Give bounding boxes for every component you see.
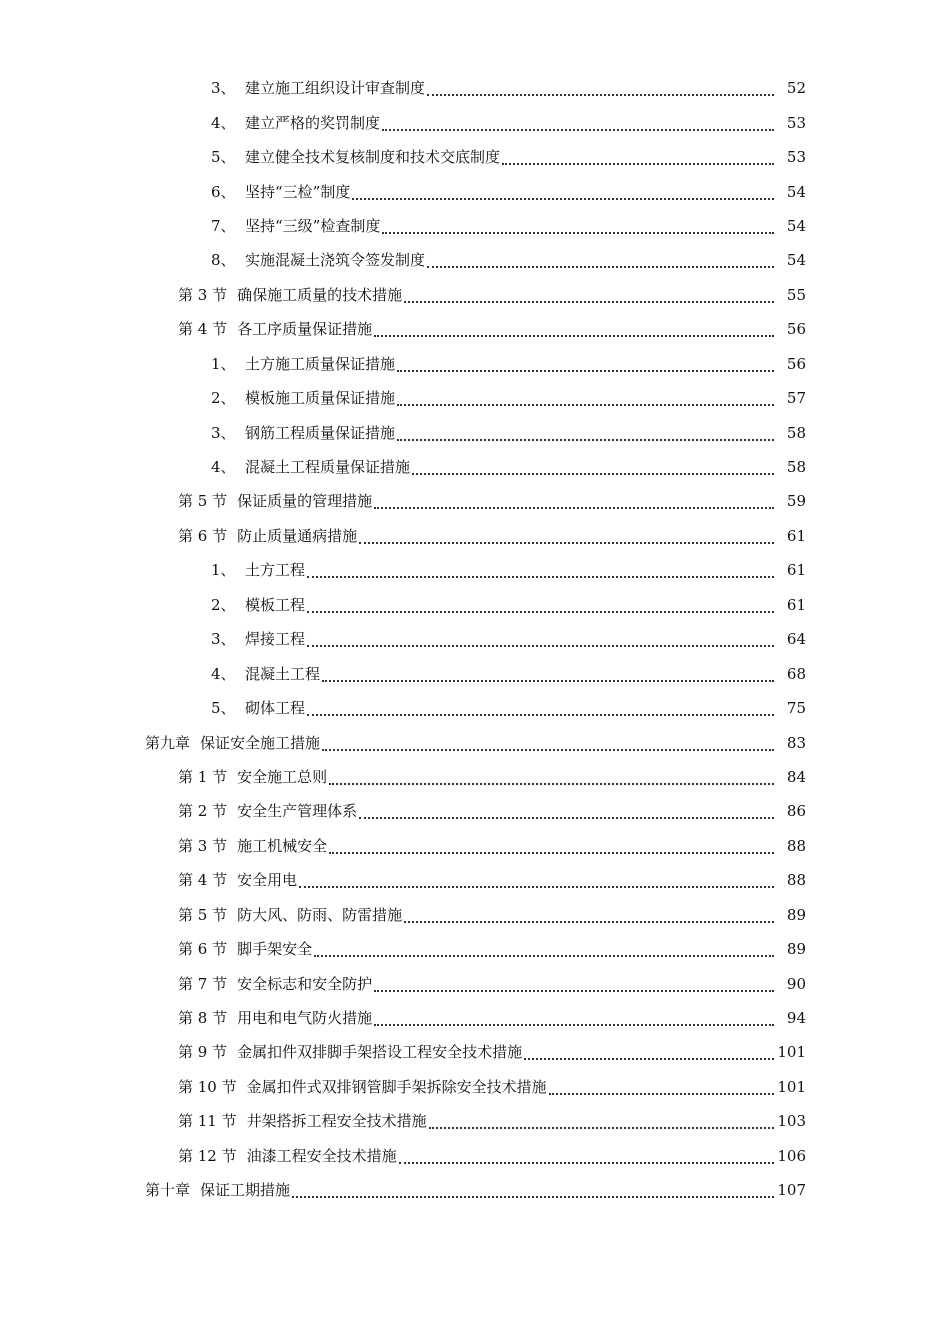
toc-dot-leader bbox=[352, 178, 774, 200]
toc-entry-page-number: 106 bbox=[777, 1146, 806, 1165]
toc-entry-page-number: 89 bbox=[786, 940, 806, 959]
toc-entry-title: 施工机械安全 bbox=[237, 836, 328, 855]
toc-entry-title: 井架搭拆工程安全技术措施 bbox=[246, 1112, 427, 1131]
toc-entry[interactable] bbox=[0, 1070, 950, 1104]
toc-entry-number: 1、 bbox=[211, 354, 236, 373]
toc-entry-number: 3、 bbox=[211, 630, 236, 649]
toc-entry-title: 防止质量通病措施 bbox=[237, 526, 358, 545]
toc-entry-page-number: 101 bbox=[777, 1077, 806, 1096]
toc-entry-title: 混凝土工程质量保证措施 bbox=[245, 458, 411, 477]
toc-dot-leader bbox=[397, 350, 774, 372]
toc-entry-title: 保证安全施工措施 bbox=[200, 733, 321, 752]
toc-entry-page-number: 59 bbox=[786, 492, 806, 511]
toc-entry[interactable] bbox=[0, 174, 950, 208]
toc-entry-number: 8、 bbox=[211, 251, 236, 270]
toc-entry-title: 确保施工质量的技术措施 bbox=[237, 285, 403, 304]
toc-entry-number: 3、 bbox=[211, 79, 236, 98]
toc-entry-page-number: 84 bbox=[786, 767, 806, 786]
toc-dot-leader bbox=[549, 1073, 774, 1095]
toc-entry-title: 安全施工总则 bbox=[237, 767, 328, 786]
toc-dot-leader bbox=[374, 970, 774, 992]
toc-dot-leader bbox=[382, 212, 774, 234]
toc-dot-leader bbox=[427, 74, 774, 96]
toc-dot-leader bbox=[307, 694, 774, 716]
toc-entry-page-number: 68 bbox=[786, 664, 806, 683]
toc-entry-title: 保证质量的管理措施 bbox=[237, 492, 373, 511]
toc-entry[interactable] bbox=[0, 415, 950, 449]
toc-entry[interactable] bbox=[0, 1001, 950, 1035]
toc-entry-page-number: 88 bbox=[786, 836, 806, 855]
toc-entry-title: 油漆工程安全技术措施 bbox=[246, 1146, 397, 1165]
toc-entry-page-number: 54 bbox=[786, 182, 806, 201]
toc-entry-page-number: 61 bbox=[786, 561, 806, 580]
toc-entry-title: 脚手架安全 bbox=[237, 940, 313, 959]
toc-entry[interactable] bbox=[0, 553, 950, 587]
toc-entry-page-number: 53 bbox=[786, 148, 806, 167]
toc-entry-page-number: 61 bbox=[786, 526, 806, 545]
toc-entry-page-number: 86 bbox=[786, 802, 806, 821]
toc-entry-title: 用电和电气防火措施 bbox=[237, 1009, 373, 1028]
toc-dot-leader bbox=[382, 109, 774, 131]
toc-entry[interactable] bbox=[0, 932, 950, 966]
toc-entry-title: 坚持“三级”检查制度 bbox=[245, 216, 381, 235]
toc-entry-number: 6、 bbox=[211, 182, 236, 201]
toc-entry-page-number: 53 bbox=[786, 113, 806, 132]
toc-entry-title: 模板施工质量保证措施 bbox=[245, 389, 396, 408]
toc-entry-page-number: 107 bbox=[777, 1181, 806, 1200]
toc-entry-number: 第 11 节 bbox=[178, 1112, 237, 1131]
toc-dot-leader bbox=[322, 660, 774, 682]
toc-entry[interactable] bbox=[0, 105, 950, 139]
toc-entry-title: 土方施工质量保证措施 bbox=[245, 354, 396, 373]
toc-entry-page-number: 103 bbox=[777, 1112, 806, 1131]
toc-entry-number: 第 6 节 bbox=[178, 526, 228, 545]
toc-entry-page-number: 90 bbox=[786, 974, 806, 993]
toc-dot-leader bbox=[429, 1107, 774, 1129]
toc-entry-number: 7、 bbox=[211, 216, 236, 235]
toc-entry-number: 第 7 节 bbox=[178, 974, 228, 993]
toc-dot-leader bbox=[329, 763, 774, 785]
toc-entry-title: 建立健全技术复核制度和技术交底制度 bbox=[245, 148, 501, 167]
toc-entry-title: 坚持“三检”制度 bbox=[245, 182, 351, 201]
toc-entry[interactable] bbox=[0, 1173, 950, 1207]
toc-entry[interactable] bbox=[0, 209, 950, 243]
toc-dot-leader bbox=[329, 832, 774, 854]
toc-entry-page-number: 88 bbox=[786, 871, 806, 890]
toc-entry-number: 第 1 节 bbox=[178, 767, 228, 786]
toc-dot-leader bbox=[404, 281, 774, 303]
toc-entry[interactable] bbox=[0, 863, 950, 897]
toc-entry-page-number: 58 bbox=[786, 458, 806, 477]
toc-entry-title: 混凝土工程 bbox=[245, 664, 321, 683]
toc-entry-title: 安全用电 bbox=[237, 871, 298, 890]
toc-dot-leader bbox=[307, 625, 774, 647]
toc-dot-leader bbox=[322, 729, 774, 751]
toc-entry-number: 第 8 节 bbox=[178, 1009, 228, 1028]
toc-entry-page-number: 61 bbox=[786, 595, 806, 614]
toc-entry-page-number: 75 bbox=[786, 699, 806, 718]
toc-entry-number: 4、 bbox=[211, 113, 236, 132]
toc-entry[interactable] bbox=[0, 484, 950, 518]
toc-dot-leader bbox=[399, 1142, 774, 1164]
toc-entry-page-number: 58 bbox=[786, 423, 806, 442]
toc-entry-title: 各工序质量保证措施 bbox=[237, 320, 373, 339]
toc-dot-leader bbox=[307, 556, 774, 578]
toc-entry[interactable] bbox=[0, 1139, 950, 1173]
toc-dot-leader bbox=[359, 522, 774, 544]
toc-entry[interactable] bbox=[0, 519, 950, 553]
toc-entry-title: 建立施工组织设计审查制度 bbox=[245, 79, 426, 98]
toc-entry-title: 防大风、防雨、防雷措施 bbox=[237, 905, 403, 924]
toc-entry-page-number: 89 bbox=[786, 905, 806, 924]
toc-entry[interactable] bbox=[0, 966, 950, 1000]
toc-entry[interactable] bbox=[0, 725, 950, 759]
toc-entry-number: 第 6 节 bbox=[178, 940, 228, 959]
toc-dot-leader bbox=[314, 935, 774, 957]
toc-dot-leader bbox=[404, 901, 774, 923]
toc-entry-page-number: 54 bbox=[786, 251, 806, 270]
toc-entry[interactable] bbox=[0, 622, 950, 656]
toc-entry-page-number: 57 bbox=[786, 389, 806, 408]
toc-dot-leader bbox=[502, 143, 774, 165]
toc-entry-title: 金属扣件式双排钢管脚手架拆除安全技术措施 bbox=[246, 1077, 547, 1096]
toc-entry-title: 实施混凝土浇筑令签发制度 bbox=[245, 251, 426, 270]
toc-entry-title: 保证工期措施 bbox=[200, 1181, 291, 1200]
toc-entry-number: 1、 bbox=[211, 561, 236, 580]
toc-dot-leader bbox=[397, 419, 774, 441]
toc-entry[interactable] bbox=[0, 381, 950, 415]
toc-entry-number: 第十章 bbox=[145, 1181, 191, 1200]
toc-entry[interactable] bbox=[0, 656, 950, 690]
toc-dot-leader bbox=[374, 1004, 774, 1026]
toc-entry[interactable] bbox=[0, 1035, 950, 1069]
toc-entry[interactable] bbox=[0, 278, 950, 312]
toc-dot-leader bbox=[307, 591, 774, 613]
toc-entry[interactable] bbox=[0, 794, 950, 828]
toc-entry-number: 3、 bbox=[211, 423, 236, 442]
toc-entry-number: 4、 bbox=[211, 664, 236, 683]
toc-entry-title: 安全生产管理体系 bbox=[237, 802, 358, 821]
toc-entry-page-number: 55 bbox=[786, 285, 806, 304]
toc-entry-page-number: 94 bbox=[786, 1009, 806, 1028]
toc-entry-title: 模板工程 bbox=[245, 595, 306, 614]
toc-dot-leader bbox=[359, 797, 774, 819]
toc-entry-number: 第 3 节 bbox=[178, 285, 228, 304]
toc-entry-title: 土方工程 bbox=[245, 561, 306, 580]
toc-entry-title: 焊接工程 bbox=[245, 630, 306, 649]
toc-entry-page-number: 64 bbox=[786, 630, 806, 649]
toc-entry[interactable] bbox=[0, 1104, 950, 1138]
toc-entry[interactable] bbox=[0, 347, 950, 381]
toc-entry[interactable] bbox=[0, 829, 950, 863]
table-of-contents bbox=[0, 71, 950, 1207]
toc-entry[interactable] bbox=[0, 898, 950, 932]
toc-entry-title: 砌体工程 bbox=[245, 699, 306, 718]
toc-entry-number: 第九章 bbox=[145, 733, 191, 752]
toc-entry-number: 第 3 节 bbox=[178, 836, 228, 855]
toc-entry-number: 5、 bbox=[211, 148, 236, 167]
toc-dot-leader bbox=[299, 866, 774, 888]
toc-entry-title: 建立严格的奖罚制度 bbox=[245, 113, 381, 132]
toc-entry-title: 安全标志和安全防护 bbox=[237, 974, 373, 993]
toc-entry-number: 第 2 节 bbox=[178, 802, 228, 821]
toc-entry[interactable] bbox=[0, 71, 950, 105]
toc-entry-number: 第 5 节 bbox=[178, 492, 228, 511]
toc-entry-number: 第 9 节 bbox=[178, 1043, 228, 1062]
toc-entry[interactable] bbox=[0, 450, 950, 484]
toc-dot-leader bbox=[412, 453, 774, 475]
toc-entry-page-number: 54 bbox=[786, 216, 806, 235]
toc-entry[interactable] bbox=[0, 140, 950, 174]
toc-entry-title: 钢筋工程质量保证措施 bbox=[245, 423, 396, 442]
toc-entry-page-number: 101 bbox=[777, 1043, 806, 1062]
toc-entry-number: 第 12 节 bbox=[178, 1146, 237, 1165]
toc-entry-number: 2、 bbox=[211, 389, 236, 408]
toc-entry-number: 第 10 节 bbox=[178, 1077, 237, 1096]
toc-entry[interactable] bbox=[0, 760, 950, 794]
toc-dot-leader bbox=[374, 315, 774, 337]
toc-dot-leader bbox=[292, 1176, 774, 1198]
toc-entry-title: 金属扣件双排脚手架搭设工程安全技术措施 bbox=[237, 1043, 523, 1062]
toc-dot-leader bbox=[524, 1038, 774, 1060]
toc-entry-number: 2、 bbox=[211, 595, 236, 614]
toc-dot-leader bbox=[397, 384, 774, 406]
toc-entry-number: 第 5 节 bbox=[178, 905, 228, 924]
toc-dot-leader bbox=[427, 246, 774, 268]
toc-dot-leader bbox=[374, 487, 774, 509]
toc-entry-number: 第 4 节 bbox=[178, 320, 228, 339]
toc-entry[interactable] bbox=[0, 312, 950, 346]
toc-entry-number: 第 4 节 bbox=[178, 871, 228, 890]
toc-entry-page-number: 56 bbox=[786, 320, 806, 339]
toc-entry[interactable] bbox=[0, 243, 950, 277]
toc-entry-number: 4、 bbox=[211, 458, 236, 477]
toc-entry-page-number: 56 bbox=[786, 354, 806, 373]
toc-entry-page-number: 52 bbox=[786, 79, 806, 98]
toc-entry[interactable] bbox=[0, 588, 950, 622]
toc-entry[interactable] bbox=[0, 691, 950, 725]
toc-entry-page-number: 83 bbox=[786, 733, 806, 752]
toc-entry-number: 5、 bbox=[211, 699, 236, 718]
